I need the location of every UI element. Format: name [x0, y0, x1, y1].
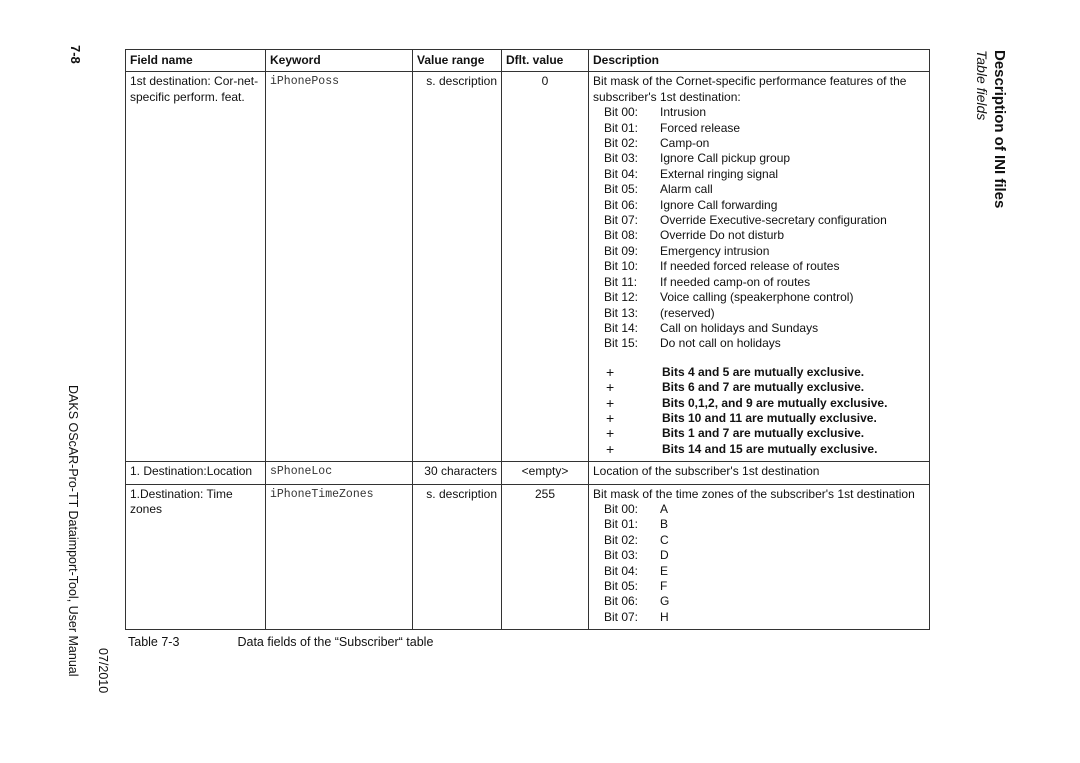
exclusivity-note: [593, 365, 925, 380]
bit-description: Emergency intrusion: [660, 243, 770, 258]
bit-item: [593, 167, 925, 182]
bit-code: Bit 15:: [604, 336, 639, 351]
plus-icon: +: [606, 394, 615, 411]
cell-field-name: 1st destination: Cor-net-specific perform. feat.: [126, 72, 266, 462]
bit-code: Bit 12:: [604, 290, 639, 305]
description-text: Bit mask of the Cornet-specific performance features of the subscriber's 1st destination:: [593, 74, 907, 104]
note-text: Bits 1 and 7 are mutually exclusive.: [662, 426, 865, 441]
header-default-value: Dflt. value: [502, 50, 589, 72]
bit-description: Override Executive-secretary configuration: [660, 213, 887, 228]
bit-code: Bit 02:: [604, 532, 639, 547]
bit-item: [593, 244, 925, 259]
bit-code: Bit 02:: [604, 136, 639, 151]
bit-description: External ringing signal: [660, 166, 779, 181]
cell-keyword: iPhonePoss: [266, 72, 413, 462]
section-subtitle: Table fields: [974, 50, 990, 121]
bit-item: [593, 136, 925, 151]
bit-description: G: [660, 594, 670, 609]
exclusivity-note: [593, 396, 925, 411]
bit-code: Bit 05:: [604, 579, 639, 593]
cell-description: Location of the subscriber's 1st destination: [589, 462, 930, 484]
subscriber-fields-table: [125, 49, 930, 630]
bit-description: Call on holidays and Sundays: [660, 320, 819, 335]
table-row: [126, 462, 930, 484]
exclusivity-note: [593, 380, 925, 395]
bit-code: Bit 04:: [604, 166, 639, 181]
bit-item: [593, 321, 925, 336]
table-header-row: [126, 50, 930, 72]
document-date: 07/2010: [96, 648, 110, 694]
note-text: Bits 14 and 15 are mutually exclusive.: [662, 441, 878, 456]
bit-description: Forced release: [660, 120, 741, 135]
bit-description: If needed camp-on of routes: [660, 274, 811, 289]
plus-icon: +: [606, 425, 615, 442]
bit-description: Ignore Call forwarding: [660, 197, 778, 212]
bit-code: Bit 01:: [604, 120, 639, 135]
spacer: [593, 352, 925, 365]
bit-description: Intrusion: [660, 105, 707, 120]
bit-list: [593, 105, 925, 352]
description-text: Bit mask of the time zones of the subscriber's 1st destination: [593, 486, 915, 501]
note-text: Bits 6 and 7 are mutually exclusive.: [662, 380, 865, 395]
header-field-name: Field name: [126, 50, 266, 72]
bit-code: Bit 11:: [604, 274, 638, 289]
bit-description: Voice calling (speakerphone control): [660, 290, 854, 305]
plus-icon: +: [606, 379, 615, 396]
bit-code: Bit 07:: [604, 609, 639, 624]
bit-code: Bit 09:: [604, 243, 639, 258]
bit-item: [593, 517, 925, 532]
bit-code: Bit 05:: [604, 182, 639, 197]
bit-description: Do not call on holidays: [660, 336, 781, 351]
bit-description: Alarm call: [660, 182, 713, 197]
bit-description: C: [660, 532, 669, 547]
caption-label: Table 7-3: [128, 635, 180, 649]
cell-default-value: 0: [502, 72, 589, 462]
cell-description: [589, 484, 930, 630]
bit-list: [593, 502, 925, 625]
bit-description: (reserved): [660, 305, 715, 320]
bit-code: Bit 08:: [604, 228, 639, 243]
header-description: Description: [589, 50, 930, 72]
bit-code: Bit 04:: [604, 563, 639, 578]
cell-keyword: sPhoneLoc: [266, 462, 413, 484]
table-row: [126, 72, 930, 462]
bit-item: [593, 594, 925, 609]
bit-item: [593, 290, 925, 305]
bit-code: Bit 03:: [604, 151, 639, 166]
bit-item: [593, 564, 925, 579]
bit-item: [593, 105, 925, 120]
plus-icon: +: [606, 409, 615, 426]
bit-code: Bit 01:: [604, 517, 639, 532]
bit-description: F: [660, 579, 668, 593]
bit-description: If needed forced release of routes: [660, 259, 840, 274]
exclusivity-note: [593, 411, 925, 426]
bit-item: [593, 213, 925, 228]
bit-item: [593, 198, 925, 213]
bit-item: [593, 259, 925, 274]
bit-item: [593, 336, 925, 351]
bit-description: Ignore Call pickup group: [660, 151, 791, 166]
bit-code: Bit 06:: [604, 197, 639, 212]
bit-code: Bit 07:: [604, 213, 639, 228]
bit-item: [593, 306, 925, 321]
cell-value-range: s. description: [413, 72, 502, 462]
bit-description: Override Do not disturb: [660, 228, 785, 243]
cell-field-name: 1. Destination:Location: [126, 462, 266, 484]
bit-item: [593, 275, 925, 290]
bit-item: [593, 121, 925, 136]
bit-item: [593, 610, 925, 625]
bit-item: [593, 228, 925, 243]
exclusivity-note: [593, 426, 925, 441]
table-row: [126, 484, 930, 630]
page-number: 7-8: [68, 45, 83, 64]
bit-item: [593, 548, 925, 563]
bit-code: Bit 13:: [604, 305, 639, 320]
cell-keyword: iPhoneTimeZones: [266, 484, 413, 630]
cell-value-range: s. description: [413, 484, 502, 630]
plus-icon: +: [606, 440, 615, 457]
cell-description: [589, 72, 930, 462]
cell-default-value: <empty>: [502, 462, 589, 484]
bit-code: Bit 06:: [604, 594, 639, 609]
bit-code: Bit 00:: [604, 105, 639, 120]
bit-code: Bit 00:: [604, 501, 639, 516]
cell-field-name: 1.Destination: Time zones: [126, 484, 266, 630]
note-list: [593, 365, 925, 457]
caption-text: Data fields of the “Subscriber“ table: [237, 635, 434, 649]
bit-description: E: [660, 563, 669, 578]
note-text: Bits 4 and 5 are mutually exclusive.: [662, 364, 865, 379]
bit-code: Bit 14:: [604, 320, 639, 335]
plus-icon: +: [606, 363, 615, 380]
section-title: Description of INI files: [991, 50, 1008, 209]
cell-default-value: 255: [502, 484, 589, 630]
bit-code: Bit 03:: [604, 548, 639, 563]
bit-item: [593, 151, 925, 166]
note-text: Bits 10 and 11 are mutually exclusive.: [662, 410, 877, 425]
note-text: Bits 0,1,2, and 9 are mutually exclusive.: [662, 395, 888, 410]
exclusivity-note: [593, 442, 925, 457]
cell-value-range: 30 characters: [413, 462, 502, 484]
bit-description: H: [660, 609, 669, 624]
bit-description: A: [660, 501, 669, 516]
bit-item: [593, 182, 925, 197]
bit-item: [593, 579, 925, 594]
bit-code: Bit 10:: [604, 259, 639, 274]
bit-item: [593, 533, 925, 548]
header-value-range: Value range: [413, 50, 502, 72]
bit-description: D: [660, 548, 669, 563]
table-caption: [128, 635, 433, 649]
bit-description: Camp-on: [660, 136, 710, 151]
bit-description: B: [660, 517, 669, 532]
header-keyword: Keyword: [266, 50, 413, 72]
bit-item: [593, 502, 925, 517]
document-title-footer: DAKS OScAR-Pro-TT Dataimport-Tool, User Manual: [66, 385, 80, 677]
